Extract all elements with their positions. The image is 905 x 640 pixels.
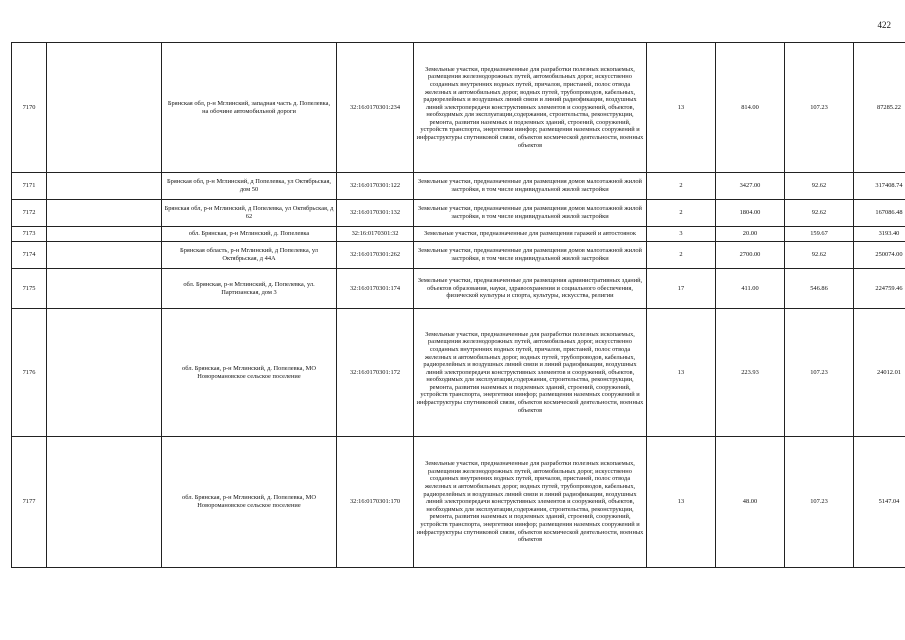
area-cell: 411.00 bbox=[716, 269, 785, 309]
specific-value-cell: 92.62 bbox=[785, 242, 854, 269]
land-use-cell: Земельные участки, предназначенные для размещения гаражей и автостоянок bbox=[414, 227, 647, 242]
table-row bbox=[12, 173, 905, 200]
address-cell: Брянская область, р-н Мглинский, д Попелевка, ул Октябрьская, д 44А bbox=[162, 242, 337, 269]
land-use-cell: Земельные участки, предназначенные для разработки полезных ископаемых, размещения железнодорожных путей, автомобильных дорог, искусственно созданных внутренних водных путей, причалов, пристаней, полос отвода железных и автомобильных дорог, водных путей, трубопроводов, кабельных, радиорелейных и воздушных линий связи и линий радиофикации, воздушных линий электропередачи конструктивных элементов и сооружений, объектов, необходимых для эксплуатации,содержания, строительства, реконструкции, ремонта, развития наземных и подземных зданий, строений, сооружений, устройств транспорта, энергетики иинфор; размещения наземных сооружений и инфраструктуры спутниковой связи, объектов космической деятельности, военных объектов bbox=[414, 309, 647, 437]
cadastral-number-cell: 32:16:0170301:32 bbox=[337, 227, 414, 242]
table-row bbox=[12, 309, 905, 437]
row-number: 7175 bbox=[12, 269, 47, 309]
area-cell: 20.00 bbox=[716, 227, 785, 242]
cadastral-value-cell: 250074.00 bbox=[854, 242, 905, 269]
empty-cell bbox=[47, 43, 162, 173]
cadastral-value-cell: 87285.22 bbox=[854, 43, 905, 173]
table-row bbox=[12, 227, 905, 242]
row-number: 7172 bbox=[12, 200, 47, 227]
cadastral-value-cell: 3193.40 bbox=[854, 227, 905, 242]
cadastral-value-cell: 5147.04 bbox=[854, 437, 905, 568]
address-cell: обл. Брянская, р-н Мглинский, д. Попелевка, ул. Партизанская, дом 3 bbox=[162, 269, 337, 309]
land-use-cell: Земельные участки, предназначенные для размещения административных зданий, объектов образования, науки, здравоохранения и социального обеспечения, физической культуры и спорта, культуры, искусства, религии bbox=[414, 269, 647, 309]
address-cell: Брянская обл, р-н Мглинский, западная часть д. Попелевка, на обочине автомобильной дороги bbox=[162, 43, 337, 173]
area-cell: 223.93 bbox=[716, 309, 785, 437]
specific-value-cell: 159.67 bbox=[785, 227, 854, 242]
empty-cell bbox=[47, 173, 162, 200]
cadastral-value-table bbox=[11, 42, 905, 568]
cadastral-value-cell: 224759.46 bbox=[854, 269, 905, 309]
specific-value-cell: 546.86 bbox=[785, 269, 854, 309]
row-number: 7173 bbox=[12, 227, 47, 242]
address-cell: обл. Брянская, р-н Мглинский, д. Попелевка bbox=[162, 227, 337, 242]
table-row bbox=[12, 242, 905, 269]
cadastral-number-cell: 32:16:0170301:132 bbox=[337, 200, 414, 227]
empty-cell bbox=[47, 309, 162, 437]
group-cell: 13 bbox=[647, 43, 716, 173]
table-row bbox=[12, 437, 905, 568]
land-use-cell: Земельные участки, предназначенные для разработки полезных ископаемых, размещения железнодорожных путей, автомобильных дорог, искусственно созданных внутренних водных путей, причалов, пристаней, полос отвода железных и автомобильных дорог, водных путей, трубопроводов, кабельных, радиорелейных и воздушных линий связи и линий радиофикации, воздушных линий электропередачи конструктивных элементов и сооружений, объектов, необходимых для эксплуатации,содержания, строительства, реконструкции, ремонта, развития наземных и подземных зданий, строений, сооружений, устройств транспорта, энергетики иинфор; размещения наземных сооружений и инфраструктуры спутниковой связи, объектов космической деятельности, военных объектов bbox=[414, 43, 647, 173]
specific-value-cell: 92.62 bbox=[785, 173, 854, 200]
page-number: 422 bbox=[877, 20, 891, 30]
group-cell: 2 bbox=[647, 173, 716, 200]
table-row bbox=[12, 269, 905, 309]
area-cell: 2700.00 bbox=[716, 242, 785, 269]
specific-value-cell: 107.23 bbox=[785, 43, 854, 173]
specific-value-cell: 107.23 bbox=[785, 309, 854, 437]
cadastral-value-cell: 317408.74 bbox=[854, 173, 905, 200]
group-cell: 2 bbox=[647, 242, 716, 269]
cadastral-value-cell: 24012.01 bbox=[854, 309, 905, 437]
land-use-cell: Земельные участки, предназначенные для разработки полезных ископаемых, размещения железнодорожных путей, автомобильных дорог, искусственно созданных внутренних водных путей, причалов, пристаней, полос отвода железных и автомобильных дорог, водных путей, трубопроводов, кабельных, радиорелейных и воздушных линий связи и линий радиофикации, воздушных линий электропередачи конструктивных элементов и сооружений, объектов, необходимых для эксплуатации,содержания, строительства, реконструкции, ремонта, развития наземных и подземных зданий, строений, сооружений, устройств транспорта, энергетики иинфор; размещения наземных сооружений и инфраструктуры спутниковой связи, объектов космической деятельности, военных объектов bbox=[414, 437, 647, 568]
cadastral-value-cell: 167086.48 bbox=[854, 200, 905, 227]
cadastral-number-cell: 32:16:0170301:234 bbox=[337, 43, 414, 173]
group-cell: 2 bbox=[647, 200, 716, 227]
row-number: 7170 bbox=[12, 43, 47, 173]
area-cell: 3427.00 bbox=[716, 173, 785, 200]
area-cell: 814.00 bbox=[716, 43, 785, 173]
empty-cell bbox=[47, 227, 162, 242]
address-cell: обл. Брянская, р-н Мглинский, д. Попелевка, МО Новоромановское сельское поселение bbox=[162, 309, 337, 437]
cadastral-number-cell: 32:16:0170301:174 bbox=[337, 269, 414, 309]
empty-cell bbox=[47, 269, 162, 309]
empty-cell bbox=[47, 242, 162, 269]
cadastral-number-cell: 32:16:0170301:262 bbox=[337, 242, 414, 269]
area-cell: 48.00 bbox=[716, 437, 785, 568]
address-cell: Брянская обл, р-н Мглинский, д Попелевка, ул Октябрьская, д 62 bbox=[162, 200, 337, 227]
specific-value-cell: 107.23 bbox=[785, 437, 854, 568]
cadastral-number-cell: 32:16:0170301:172 bbox=[337, 309, 414, 437]
specific-value-cell: 92.62 bbox=[785, 200, 854, 227]
land-use-cell: Земельные участки, предназначенные для размещения домов малоэтажной жилой застройки, в том числе индивидуальной жилой застройки bbox=[414, 200, 647, 227]
area-cell: 1804.00 bbox=[716, 200, 785, 227]
table-row bbox=[12, 200, 905, 227]
land-use-cell: Земельные участки, предназначенные для размещения домов малоэтажной жилой застройки, в том числе индивидуальной жилой застройки bbox=[414, 173, 647, 200]
cadastral-number-cell: 32:16:0170301:170 bbox=[337, 437, 414, 568]
table-row bbox=[12, 43, 905, 173]
empty-cell bbox=[47, 437, 162, 568]
group-cell: 3 bbox=[647, 227, 716, 242]
land-use-cell: Земельные участки, предназначенные для размещения домов малоэтажной жилой застройки, в том числе индивидуальной жилой застройки bbox=[414, 242, 647, 269]
cadastral-number-cell: 32:16:0170301:122 bbox=[337, 173, 414, 200]
row-number: 7177 bbox=[12, 437, 47, 568]
address-cell: обл. Брянская, р-н Мглинский, д. Попелевка, МО Новоромановское сельское поселение bbox=[162, 437, 337, 568]
address-cell: Брянская обл, р-н Мглинский, д Попелевка, ул Октябрьская, дом 50 bbox=[162, 173, 337, 200]
empty-cell bbox=[47, 200, 162, 227]
group-cell: 13 bbox=[647, 437, 716, 568]
row-number: 7176 bbox=[12, 309, 47, 437]
group-cell: 17 bbox=[647, 269, 716, 309]
row-number: 7171 bbox=[12, 173, 47, 200]
row-number: 7174 bbox=[12, 242, 47, 269]
group-cell: 13 bbox=[647, 309, 716, 437]
